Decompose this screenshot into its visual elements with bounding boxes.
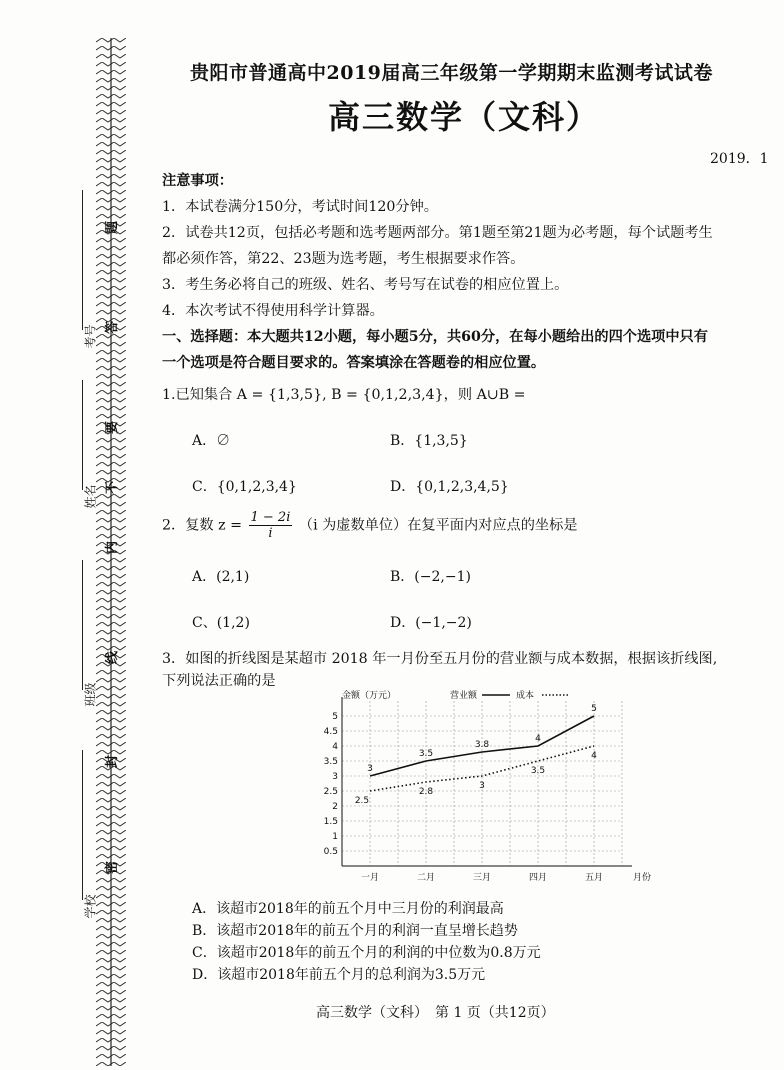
y-tick-label: 4 [332,742,338,752]
q3-stem: 3．如图的折线图是某超市 2018 年一月份至五月份的营业额与成本数据，根据该折线图, [162,651,718,667]
class-label: 班级 [83,682,98,707]
q1-option-b: B．{1,3,5} [390,433,468,449]
exam-title: 贵阳市普通高中2019届高三年级第一学期期末监测考试试卷 [190,62,713,84]
q3-option-b: B．该超市2018年的前五个月的利润一直呈增长趋势 [192,923,518,939]
revenue-data-label: 3.5 [418,749,434,759]
q2-suffix: （i 为虚数单位）在复平面内对应点的坐标是 [298,517,578,534]
y-tick-label: 2 [332,802,338,812]
q1-option-a: A．∅ [192,433,231,449]
section-instruction: 一个选项是符合题目要求的。答案填涂在答题卷的相应位置。 [162,355,546,371]
q2-fraction-numerator: 1 − 2i [250,510,291,525]
q1-stem: 1.已知集合 A = {1,3,5}, B = {0,1,2,3,4}，则 A∪B = [162,387,526,403]
cost-data-label: 2.8 [418,787,434,797]
exam-date: 2019．1 [710,151,769,167]
x-tick-label: 四月 [528,873,548,883]
x-axis-label: 月份 [632,873,652,883]
y-tick-label: 1 [332,832,338,842]
revenue-data-label: 3.8 [474,740,490,750]
revenue-data-label: 4 [535,734,541,744]
q3-stem: 下列说法正确的是 [162,673,276,689]
seal-char: 不 [105,480,121,495]
note-item: 1．本试卷满分150分，考试时间120分钟。 [162,199,438,215]
seal-char: 要 [105,420,121,435]
name-line [82,380,83,490]
y-tick-label: 5 [332,712,338,722]
note-item: 都必须作答，第22、23题为选考题，考生根据要求作答。 [162,251,525,267]
y-tick-label: 2.5 [323,787,338,797]
name-label: 姓名 [83,484,98,509]
y-tick-label: 3 [332,772,338,782]
seal-char: 内 [105,540,121,555]
q2-fraction-denominator: i [268,526,273,541]
q2-fraction [249,510,293,541]
notes-heading: 注意事项： [162,173,233,189]
note-item: 3．考生务必将自己的班级、姓名、考号写在试卷的相应位置上。 [162,277,569,293]
seal-char: 答 [105,320,121,335]
cost-data-label: 3.5 [530,766,546,776]
line-chart [306,684,666,884]
note-item: 4．本次考试不得使用科学计算器。 [162,303,384,319]
subject-title: 高三数学（文科） [328,98,601,136]
student-id-line [82,190,83,330]
x-tick-label: 二月 [416,873,436,883]
student-id-label: 考号 [83,324,98,349]
y-tick-label: 1.5 [323,817,338,827]
revenue-data-label: 5 [591,704,597,714]
q2-option-c: C、(1,2) [192,615,250,631]
y-tick-label: 3.5 [323,757,338,767]
cost-data-label: 3 [479,781,485,791]
seal-char: 密 [105,860,121,875]
q2-prefix: 2．复数 z = [162,517,242,534]
legend-label-revenue: 营业额 [450,691,478,701]
note-item: 2．试卷共12页，包括必考题和选考题两部分。第1题至第21题为必考题，每个试题考生 [162,225,713,241]
school-line [82,750,83,900]
seal-char: 封 [105,754,121,769]
seal-char: 线 [105,650,121,665]
q2-option-d: D．(−1,−2) [390,615,472,631]
q3-option-c: C．该超市2018年的前五个月的利润的中位数为0.8万元 [192,945,541,961]
q1-option-c: C．{0,1,2,3,4} [192,479,297,495]
cost-data-label: 2.5 [354,796,370,806]
school-label: 学校 [83,894,98,919]
y-axis-label: 金额（万元） [342,691,397,701]
x-tick-label: 五月 [584,873,604,883]
q2-option-a: A．(2,1) [192,569,250,585]
x-tick-label: 三月 [472,873,492,883]
q2-option-b: B．(−2,−1) [390,569,471,585]
cost-data-label: 4 [591,751,597,761]
class-line [82,560,83,690]
section-instruction: 一、选择题：本大题共12小题，每小题5分，共60分，在每小题给出的四个选项中只有 [162,329,708,345]
y-tick-label: 4.5 [323,727,338,737]
q3-option-d: D．该超市2018年前五个月的总利润为3.5万元 [192,967,486,983]
page-footer: 高三数学（文科） 第 1 页（共12页） [316,1005,555,1021]
seal-char: 题 [105,220,121,235]
x-tick-label: 一月 [360,873,380,883]
y-tick-label: 0.5 [323,847,338,857]
q1-option-d: D．{0,1,2,3,4,5} [390,479,509,495]
q2-stem [162,510,578,541]
legend-label-cost: 成本 [516,691,535,701]
q3-option-a: A．该超市2018年的前五个月中三月份的利润最高 [192,901,504,917]
revenue-data-label: 3 [367,764,373,774]
